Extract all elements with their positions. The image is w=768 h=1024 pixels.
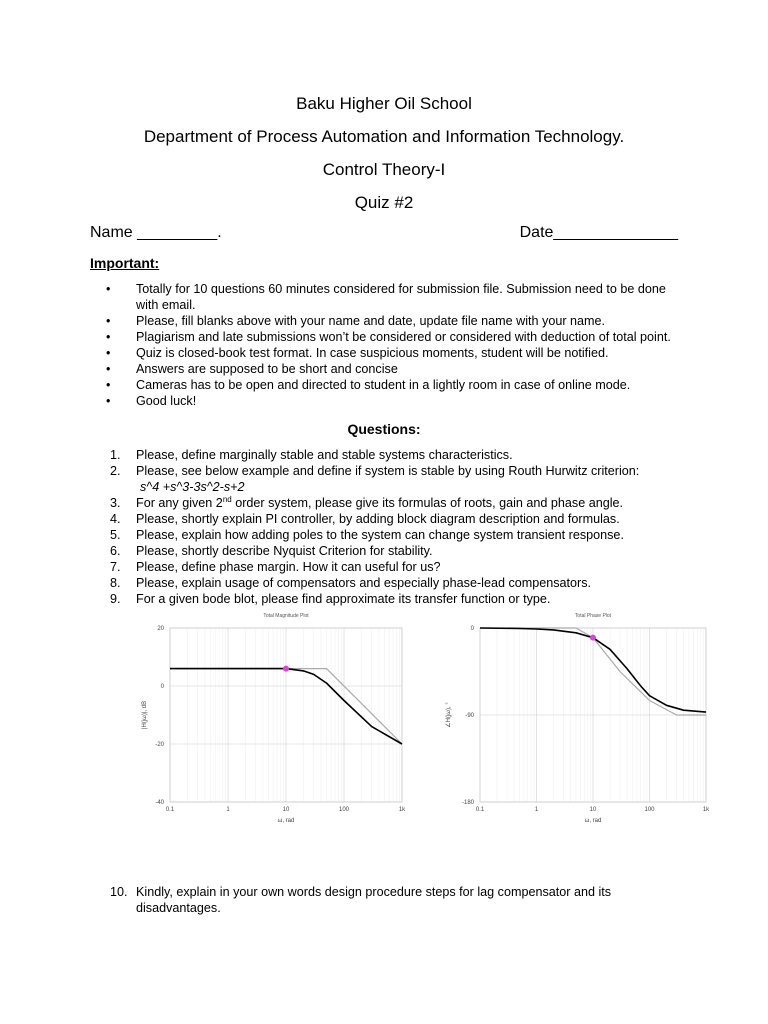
department-name: Department of Process Automation and Information Technology. <box>143 127 625 146</box>
x-tick-label: 10 <box>589 807 597 813</box>
y-tick-label: -20 <box>155 742 164 748</box>
x-tick-label: 10 <box>282 807 290 813</box>
quiz-title: Quiz #2 <box>354 193 414 212</box>
y-tick-label: 0 <box>470 626 474 632</box>
list-item: 5. Please, explain how adding poles to the system can change system transient response. <box>110 528 624 542</box>
question-10: 10. Kindly, explain in your own words design procedure steps for lag compensator and its disadvantages. <box>110 885 612 915</box>
x-tick-label: 1 <box>226 807 230 813</box>
x-tick-label: 0.1 <box>165 807 175 813</box>
list-item: 3. For any given 2nd order system, please give its formulas of roots, gain and phase angle. <box>110 494 624 510</box>
questions-list <box>110 447 710 607</box>
list-item: • Cameras has to be open and directed to student in a lightly room in case of online mode. <box>106 378 631 392</box>
y-tick-label: 0 <box>160 684 164 690</box>
important-heading: Important: <box>90 255 160 271</box>
list-item: • Quiz is closed-book test format. In case suspicious moments, student will be notified. <box>106 346 609 360</box>
data-point-marker <box>283 666 289 672</box>
course-title: Control Theory-I <box>322 160 446 179</box>
list-item: 7. Please, define phase margin. How it can useful for us? <box>110 560 441 574</box>
x-tick-label: 100 <box>644 807 655 813</box>
y-tick-label: -180 <box>461 800 474 806</box>
questions-heading: Questions: <box>347 421 421 437</box>
x-tick-label: 100 <box>338 807 350 813</box>
list-item: 8. Please, explain usage of compensators and especially phase-lead compensators. <box>110 576 592 590</box>
y-tick-label: -40 <box>155 800 164 806</box>
x-axis-label: ω, rad <box>584 818 602 824</box>
list-item: • Answers are supposed to be short and concise <box>106 362 398 376</box>
list-item: • Totally for 10 questions 60 minutes considered for submission file. Submission need to be done with email. <box>106 282 666 312</box>
date-field: Date______________ <box>519 224 678 241</box>
list-item: • Good luck! <box>106 394 197 408</box>
list-item: 6. Please, shortly describe Nyquist Criterion for stability. <box>110 544 433 558</box>
list-item: • Plagiarism and late submissions won’t be considered or considered with deduction of total point. <box>106 330 671 344</box>
list-item: 2. Please, see below example and define if system is stable by using Routh Hurwitz criterion: s^4 +s^3-3s^2-s+2 <box>110 464 640 494</box>
chart-title: Total Phase Plot <box>574 613 612 619</box>
y-tick-label: -90 <box>465 713 474 719</box>
y-axis-label: ∠H(jω), ° <box>446 702 452 728</box>
list-item: 9. For a given bode blot, please find approximate its transfer function or type. <box>110 592 551 606</box>
magnitude-plot <box>136 608 416 828</box>
y-tick-label: 20 <box>157 626 164 632</box>
chart-title: Total Magnitude Plot <box>263 613 309 619</box>
x-tick-label: 1k <box>702 807 710 813</box>
x-axis-label: ω, rad <box>277 818 295 824</box>
name-date-row <box>90 224 678 242</box>
phase-plot <box>440 608 720 828</box>
x-tick-label: 1k <box>398 807 406 813</box>
school-name: Baku Higher Oil School <box>296 94 472 113</box>
list-item: 4. Please, shortly explain PI controller, by adding block diagram description and formulas. <box>110 512 620 526</box>
y-axis-label: |H(jω)|, dB <box>142 700 148 730</box>
data-point-marker <box>590 635 596 641</box>
x-tick-label: 1 <box>534 807 539 813</box>
rules-list <box>106 281 686 409</box>
x-tick-label: 0.1 <box>475 807 485 813</box>
polynomial: s^4 +s^3-3s^2-s+2 <box>140 480 245 494</box>
list-item: 1. Please, define marginally stable and stable systems characteristics. <box>110 448 513 462</box>
list-item: • Please, fill blanks above with your name and date, update file name with your name. <box>106 314 606 328</box>
name-field: Name _________. <box>90 224 222 241</box>
